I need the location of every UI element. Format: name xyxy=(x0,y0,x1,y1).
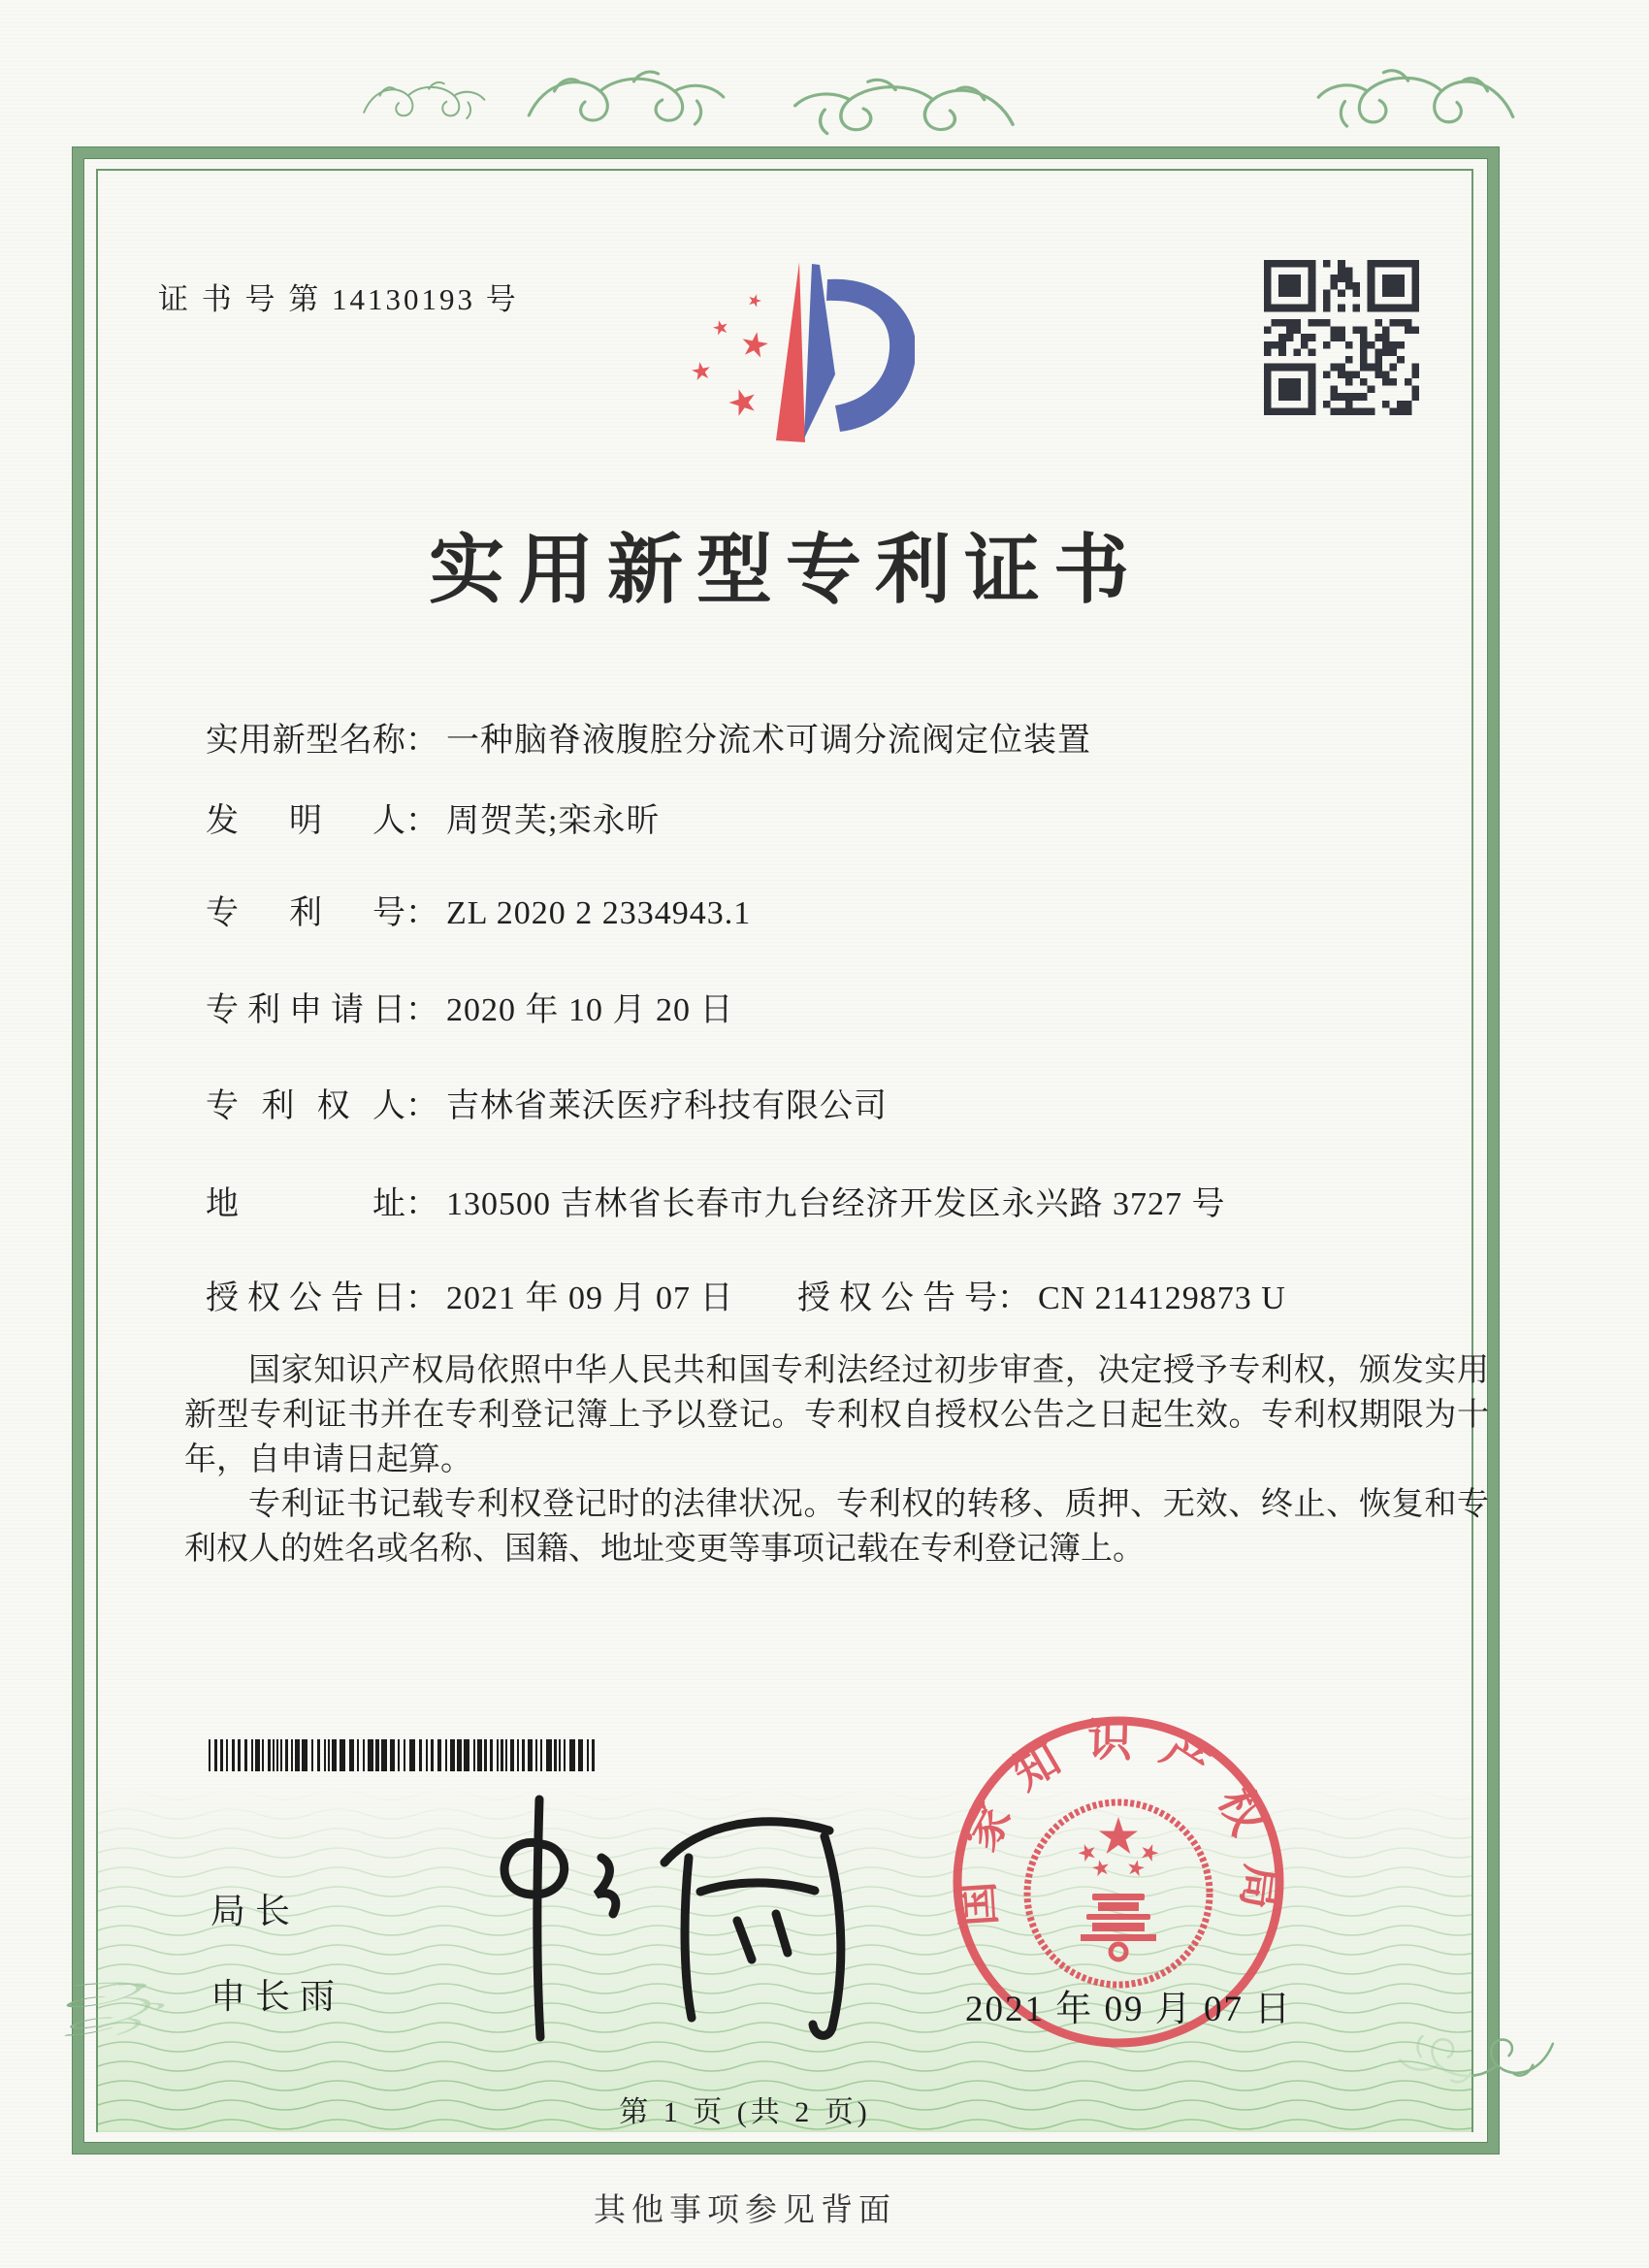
seal-ring-text: 国家知识产权局 xyxy=(951,1715,1288,1937)
field-label: 专利权人 xyxy=(206,1088,405,1124)
certificate-number: 证 书 号 第 14130193 号 xyxy=(158,282,519,316)
legal-paragraph-1: 国家知识产权局依照中华人民共和国专利法经过初步审查，决定授予专利权，颁发实用新型专利证书并在专利登记簿上予以登记。专利权自授权公告之日起生效。专利权期限为十年，自申请日起算。 xyxy=(184,1353,1489,1477)
qr-code xyxy=(1264,260,1419,415)
field-colon: ： xyxy=(405,992,438,1028)
cnipa-logo-icon xyxy=(682,239,915,468)
director-title: 局长 xyxy=(210,1892,301,1930)
field-row-inventor xyxy=(206,794,660,841)
field-colon: ： xyxy=(405,1186,438,1222)
field-value: 一种脑脊液腹腔分流术可调分流阀定位装置 xyxy=(446,723,1091,759)
field-label: 发明人 xyxy=(206,803,405,839)
field-value: 130500 吉林省长春市九台经济开发区永兴路 3727 号 xyxy=(446,1186,1226,1222)
field-colon: ： xyxy=(405,803,438,839)
seal-date: 2021 年 09 月 07 日 xyxy=(965,1990,1293,2029)
floral-ornament-icon xyxy=(1314,60,1518,143)
floral-ornament-icon xyxy=(791,70,1018,149)
back-side-note: 其他事项参见背面 xyxy=(594,2193,896,2228)
field-row-grant-date xyxy=(206,1271,734,1318)
certificate-title: 实用新型专利证书 xyxy=(428,528,1143,612)
field-row-filing-date xyxy=(206,983,734,1030)
field-label: 授权公告日 xyxy=(206,1280,405,1316)
field-label: 地址 xyxy=(206,1186,405,1222)
field-colon: ： xyxy=(997,1280,1030,1316)
field-value: CN 214129873 U xyxy=(1038,1280,1286,1316)
legal-body xyxy=(184,1348,1489,1571)
field-colon: ： xyxy=(405,1280,438,1316)
floral-ornament-icon xyxy=(524,62,728,140)
floral-ornament-icon xyxy=(361,76,487,129)
field-value: 周贺芙;栾永昕 xyxy=(446,803,661,839)
field-row-patent-no xyxy=(206,886,751,933)
field-value: 吉林省莱沃医疗科技有限公司 xyxy=(446,1088,888,1124)
director-signature xyxy=(446,1790,931,2052)
field-row-name xyxy=(206,713,1091,761)
field-colon: ： xyxy=(405,895,438,931)
field-value: 2021 年 09 月 07 日 xyxy=(446,1280,734,1316)
field-colon: ： xyxy=(405,723,438,759)
field-label: 授权公告号 xyxy=(797,1280,997,1316)
field-row-address xyxy=(206,1177,1226,1224)
field-label: 专利申请日 xyxy=(206,992,405,1028)
field-row-patentee xyxy=(206,1079,888,1126)
legal-paragraph-2: 专利证书记载专利权登记时的法律状况。专利权的转移、质押、无效、终止、恢复和专利权人的姓名或名称、国籍、地址变更等事项记载在专利登记簿上。 xyxy=(184,1487,1489,1567)
field-label: 专利号 xyxy=(206,895,405,931)
field-row-grant-no xyxy=(797,1271,1286,1318)
seal-national-emblem-icon xyxy=(1027,1802,1210,1985)
barcode xyxy=(209,1739,601,1771)
director-name: 申长雨 xyxy=(210,1977,345,2016)
field-value: ZL 2020 2 2334943.1 xyxy=(446,895,752,931)
field-colon: ： xyxy=(405,1088,438,1124)
page-number: 第 1 页 (共 2 页) xyxy=(619,2096,871,2128)
field-label: 实用新型名称 xyxy=(206,723,405,759)
field-value: 2020 年 10 月 20 日 xyxy=(446,992,734,1028)
